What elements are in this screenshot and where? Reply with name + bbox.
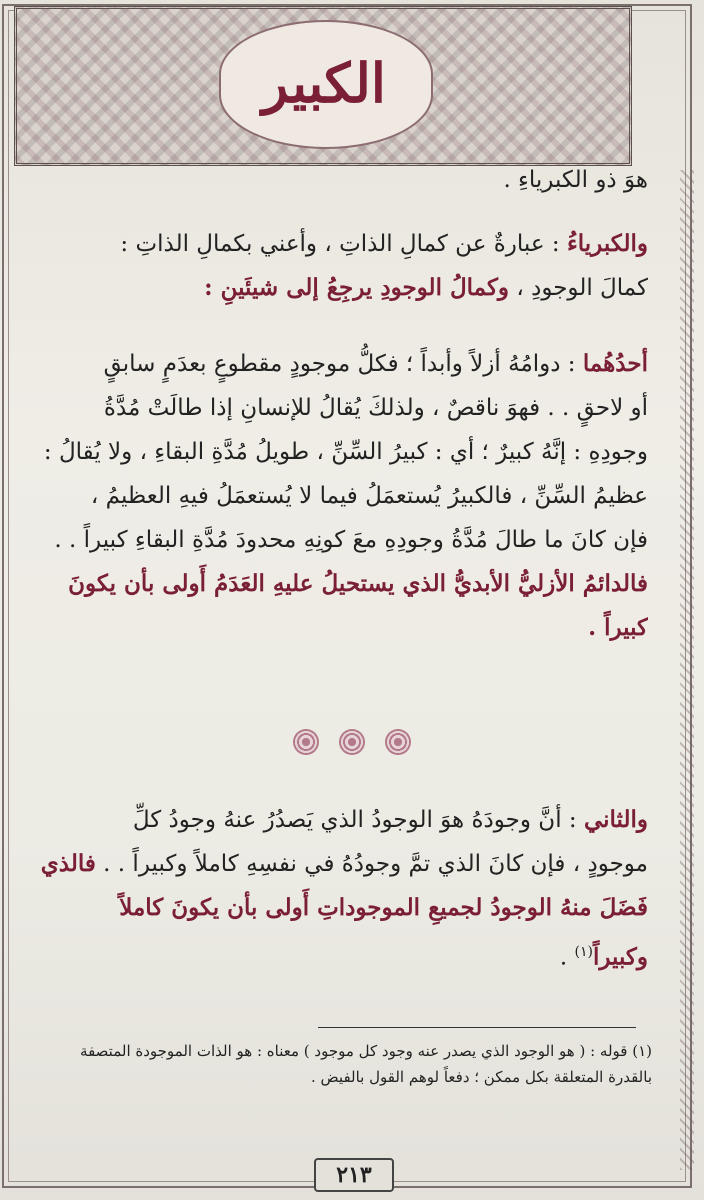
highlight-phrase: فَضَلَ منهُ الوجودُ لجميعِ الموجوداتِ أَولى بأن يكونَ كاملاً [119,894,648,921]
text-line: أحدُهُما : دوامُهُ أزلاً وأبداً ؛ فكلُّ موجودٍ مقطوعٍ بعدَمٍ سابقٍ [103,350,648,377]
footnote-line: (١) قوله : ( هو الوجود الذي يصدر عنه وجود كل موجود ) معناه : هو الذات الموجودة المتصفة [80,1042,652,1060]
highlight-phrase: وكمالُ الوجودِ يرجِعُ إلى شيئَينِ : [204,274,510,301]
text-line: والثاني : أنَّ وجودَهُ هوَ الوجودُ الذي يَصدُرُ عنهُ وجودُ كلِّ [132,806,648,833]
footnote-divider [318,1027,636,1028]
footnote-marker: (١) [574,944,593,960]
page-number: ٢١٣ [314,1158,394,1192]
footnote [20,1038,652,1090]
text-line [20,562,648,606]
text-line: فإن كانَ ما طالَ مُدَّةُ وجودِهِ معَ كونِهِ محدودَ مُدَّةِ البقاءِ كبيراً . . [54,527,648,553]
floral-ornament-icon [293,729,319,755]
text-line: موجودٍ ، فإن كانَ الذي تمَّ وجودُهُ في نفسِهِ كاملاً وكبيراً . . فالذي [40,850,648,877]
paragraph-first-point [20,342,648,650]
highlight-phrase: فالدائمُ الأزليُّ الأبديُّ الذي يستحيلُ عليهِ العَدَمُ أَولى بأن يكونَ [68,570,648,597]
text-line: عظيمُ السِّنِّ ، فالكبيرُ يُستعمَلُ فيما لا يُستعمَلُ فيهِ العظيمُ ، [90,483,648,509]
floral-ornament-icon [339,729,365,755]
term-kibriya: والكبرياءُ [566,230,648,257]
side-decorative-border [680,170,694,1170]
footnote-line: بالقدرة المتعلقة بكل ممكن ؛ دفعاً لوهم القول بالفيض . [311,1068,652,1086]
term-second: والثاني [583,806,648,833]
paragraph-second-point [20,798,648,980]
term-first: أحدُهُما [582,350,648,377]
text-line: وجودِهِ : إنَّهُ كبيرٌ ؛ أي : كبيرُ السِّنِّ ، طويلُ مُدَّةِ البقاءِ ، ولا يُقالُ : [43,439,648,465]
text-line: وكبيراً$^{(١)}$ . [559,943,648,971]
floral-ornament-icon [385,729,411,755]
text-line [20,886,648,930]
paragraph-intro [20,158,648,202]
text-line: كبيراً . [588,614,648,641]
chapter-title: الكبير [262,51,386,115]
text-line: هوَ ذو الكبرياءِ . [503,167,648,193]
text-line: كمالَ الوجودِ ، وكمالُ الوجودِ يرجِعُ إلى شيئَينِ : [204,274,648,301]
text-line: أو لاحقٍ . . فهوَ ناقصٌ ، ولذلكَ يُقالُ للإنسانِ إذا طالَتْ مُدَّةُ [103,395,648,421]
text-line: والكبرياءُ : عبارةٌ عن كمالِ الذاتِ ، وأعني بكمالِ الذاتِ : [120,230,648,257]
section-divider [0,722,704,762]
paragraph-definition [20,222,648,310]
